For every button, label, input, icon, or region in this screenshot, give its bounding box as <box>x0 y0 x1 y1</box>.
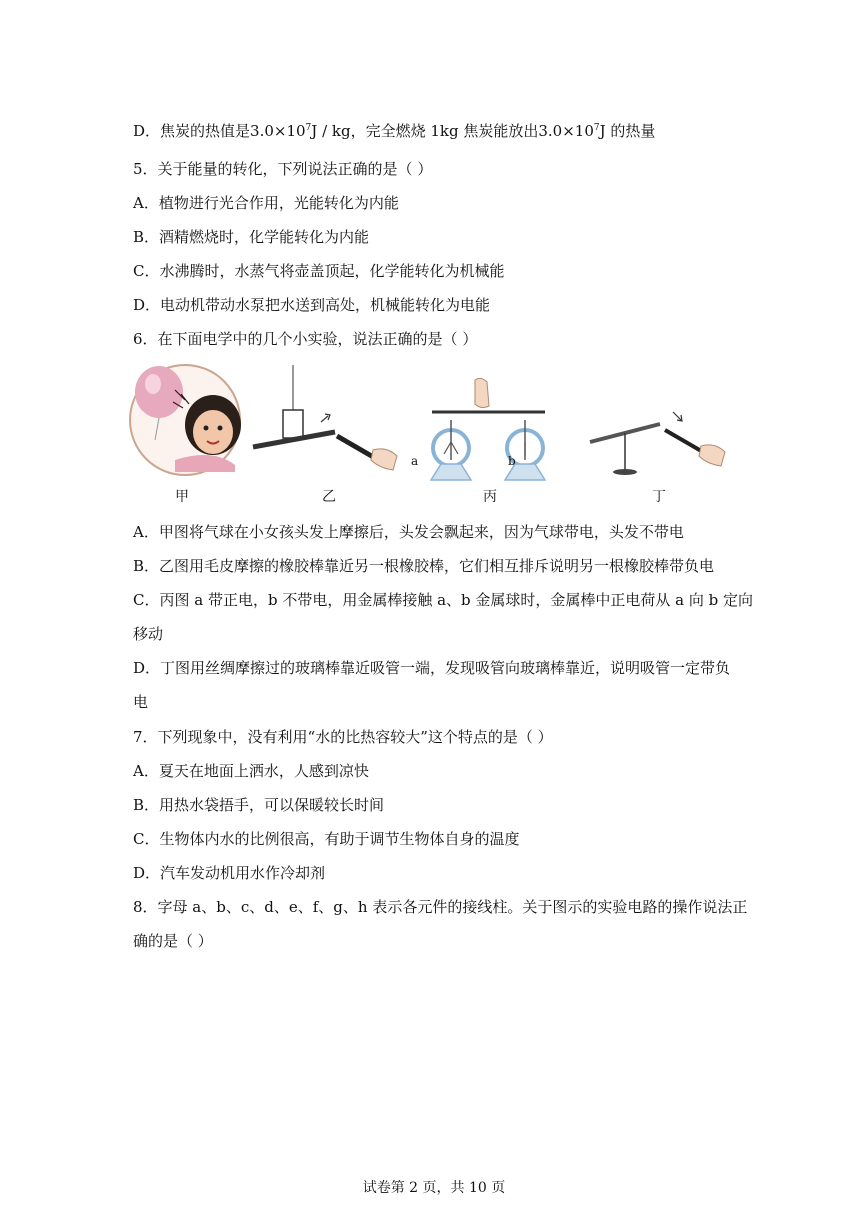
q5-option-d: D．电动机带动水泵把水送到高处，机械能转化为电能 <box>133 296 491 314</box>
q4-d-exp-2: 7 <box>593 123 600 133</box>
figure-caption-jia: 甲 <box>175 489 189 505</box>
q7-stem: 7．下列现象中，没有利用“水的比热容较大”这个特点的是（ ） <box>133 728 553 746</box>
q6-option-a: A．甲图将气球在小女孩头发上摩擦后，头发会飘起来，因为气球带电，头发不带电 <box>133 523 684 541</box>
page-footer: 试卷第 2 页，共 10 页 <box>362 1180 506 1196</box>
q4-d-value-1: 3.0×10 <box>250 122 306 140</box>
q5-stem: 5．关于能量的转化，下列说法正确的是（ ） <box>133 160 433 178</box>
q4-d-text-3: 的热量 <box>605 122 656 140</box>
q6-option-b: B．乙图用毛皮摩擦的橡胶棒靠近另一根橡胶棒，它们相互排斥说明另一根橡胶棒带负电 <box>133 557 715 575</box>
q6-figure-drawing <box>125 360 740 490</box>
q5-option-a: A．植物进行光合作用，光能转化为内能 <box>133 194 399 212</box>
q8-stem-line2: 确的是（ ） <box>133 932 213 950</box>
rubber-rod-apparatus <box>253 365 397 470</box>
figure-caption-bing: 丙 <box>483 489 497 505</box>
q4-d-unit-2: J <box>599 122 606 140</box>
q7-option-b: B．用热水袋捂手，可以保暖较长时间 <box>133 796 385 814</box>
figure-caption-ding: 丁 <box>652 489 666 505</box>
q5-option-b: B．酒精燃烧时，化学能转化为内能 <box>133 228 370 246</box>
straw-glass-rod-apparatus <box>590 412 725 475</box>
electroscope-label-a: a <box>411 454 419 468</box>
q6-option-c-line1: C．丙图 a 带正电，b 不带电，用金属棒接触 a、b 金属球时，金属棒中正电荷从 a 向 b 定向 <box>133 591 754 609</box>
figure-caption-yi: 乙 <box>322 489 336 505</box>
q5-option-c: C．水沸腾时，水蒸气将壶盖顶起，化学能转化为机械能 <box>133 262 505 280</box>
q6-option-d-line2: 电 <box>133 693 149 711</box>
q4-d-text-2: ，完全燃烧 1kg 焦炭能放出 <box>350 122 539 140</box>
q7-option-c: C．生物体内水的比例很高，有助于调节生物体自身的温度 <box>133 830 520 848</box>
electroscope-label-b: b <box>508 454 516 468</box>
q6-option-d-line1: D．丁图用丝绸摩擦过的玻璃棒靠近吸管一端，发现吸管向玻璃棒靠近，说明吸管一定带负 <box>133 659 731 677</box>
q4-d-value-2: 3.0×10 <box>538 122 594 140</box>
q6-stem: 6．在下面电学中的几个小实验，说法正确的是（ ） <box>133 330 478 348</box>
q7-option-d: D．汽车发动机用水作冷却剂 <box>133 864 326 882</box>
q6-figure <box>125 360 740 510</box>
q4-d-unit-1: J / kg <box>311 122 351 140</box>
q4-d-text-1: D．焦炭的热值是 <box>133 122 251 140</box>
q4-d-exp-1: 7 <box>305 123 312 133</box>
q4-option-d <box>133 118 655 141</box>
girl-balloon-illustration <box>130 365 241 475</box>
q8-stem-line1: 8．字母 a、b、c、d、e、f、g、h 表示各元件的接线柱。关于图示的实验电路的操作说法正 <box>133 898 748 916</box>
q6-option-c-line2: 移动 <box>133 625 164 643</box>
q7-option-a: A．夏天在地面上洒水，人感到凉快 <box>133 762 369 780</box>
electroscope-pair <box>431 378 545 480</box>
